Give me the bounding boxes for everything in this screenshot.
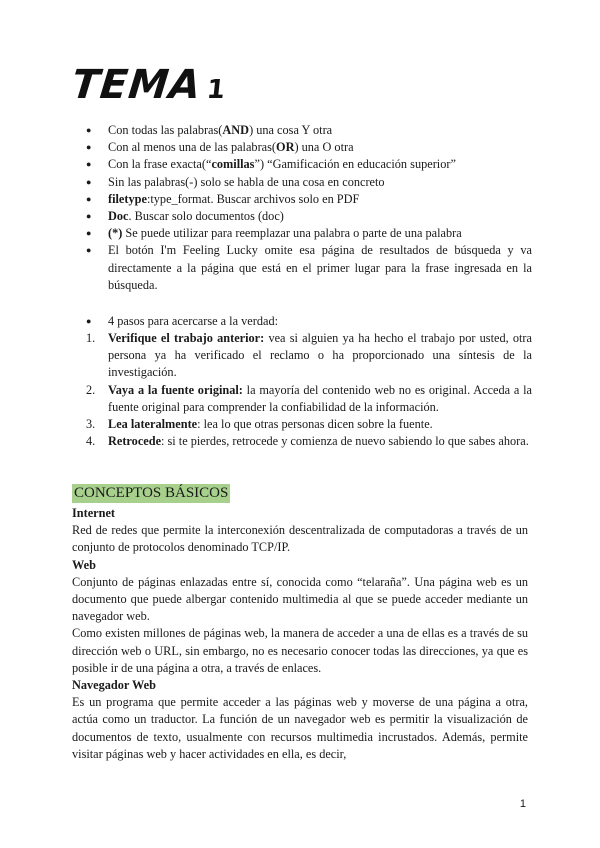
term-browser: Navegador Web [72, 678, 156, 693]
step-item: 4. Retrocede: si te pierdes, retrocede y comienza de nuevo sabiendo lo que sabes ahora. [86, 434, 529, 449]
step-item: 1. Verifique el trabajo anterior: vea si alguien ya ha hecho el trabajo por usted, otra persona ya ha verificado el reclamo o ha proporcionado una síntesis de la investigación. [86, 331, 532, 380]
title-number: 1 [205, 75, 228, 105]
list-item: ● Doc. Buscar solo documentos (doc) [86, 208, 532, 225]
term-internet: Internet [72, 506, 116, 520]
list-item: ● Con todas las palabras(AND) una cosa Y otra [86, 122, 532, 139]
definition-internet: Red de redes que permite la interconexión descentralizada de computadoras a través de un conjunto de protocolos denominado TCP/IP. [72, 523, 528, 555]
section-heading: CONCEPTOS BÁSICOS [74, 485, 229, 501]
definition-browser: Es un programa que permite acceder a las páginas web y moverse de una página a otra, actúa como un traductor. La función de un navegador web es permitir la visualización de documentos de texto, usualmente con recursos multimedia incrustados. Además, permite visitar páginas web y hacer actividades en ella, es decir, [72, 695, 528, 761]
concepts-section [72, 484, 528, 763]
list-item: ● Sin las palabras(-) solo se habla de una cosa en concreto [86, 174, 532, 191]
list-item: ● (*) Se puede utilizar para reemplazar una palabra o parte de una palabra [86, 225, 532, 242]
term-web: Web [72, 557, 96, 572]
page-number: 1 [519, 798, 526, 810]
list-item: ● filetype:type_format. Buscar archivos solo en PDF [86, 191, 532, 208]
step-item: 2. Vaya a la fuente original: la mayoría del contenido web no es original. Acceda a la fuente original para comprender la confiabilidad de la información. [86, 382, 533, 414]
search-operators-list [86, 122, 532, 294]
steps-intro: ● 4 pasos para acercarse a la verdad: [86, 313, 532, 330]
list-item: ● El botón I'm Feeling Lucky omite esa página de resultados de búsqueda y va directamente a la página que está en el primer lugar para la frase ingresada en la búsqueda. [86, 242, 532, 294]
list-item: ● Con la frase exacta(“comillas”) “Gamificación en educación superior” [86, 156, 532, 173]
truth-steps-list [86, 330, 532, 450]
definition-web-url: Como existen millones de páginas web, la manera de acceder a una de ellas es a través de su dirección web o URL, sin embargo, no es necesario conocer todas las direcciones, ya que es posible ir de una página a otra, a través de enlaces. [72, 626, 528, 675]
page-title [70, 62, 229, 108]
steps-intro-list [86, 313, 532, 330]
step-item: 3. Lea lateralmente: lea lo que otras personas dicen sobre la fuente. [86, 417, 433, 432]
title-text: TEMA [69, 62, 204, 108]
definition-web: Conjunto de páginas enlazadas entre sí, conocida como “telaraña”. Una página web es un documento que puede albergar contenido multimedia al que se puede acceder mediante un navegador web. [72, 574, 528, 624]
list-item: ● Con al menos una de las palabras(OR) una O otra [86, 139, 532, 156]
